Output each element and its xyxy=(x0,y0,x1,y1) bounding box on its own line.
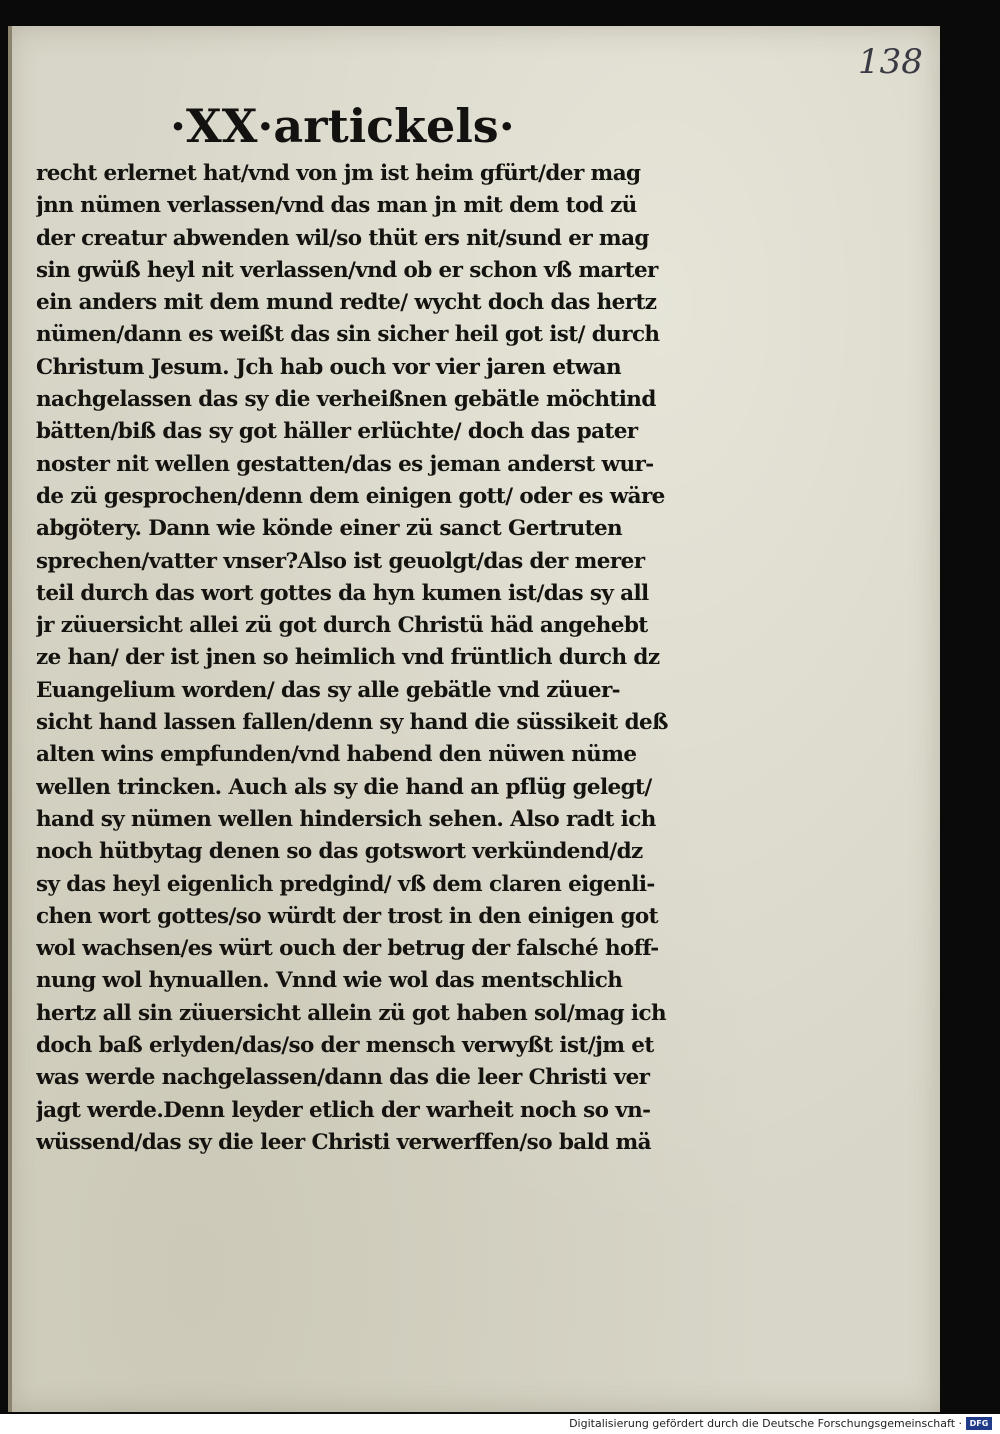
text-line: sin gwüß heyl nit verlassen/vnd ob er schon vß marter xyxy=(36,257,658,283)
text-line: abgötery. Dann wie könde einer zü sanct Gertruten xyxy=(36,516,623,542)
text-line: noster nit wellen gestatten/das es jeman anderst wur- xyxy=(36,451,654,477)
text-line: wol wachsen/es würt ouch der betrug der falsché hoff- xyxy=(36,936,659,962)
text-line: jagt werde.Denn leyder etlich der warheit noch so vn- xyxy=(36,1097,651,1123)
text-line: nung wol hynuallen. Vnnd wie wol das mentschlich xyxy=(36,968,623,994)
page-body-text xyxy=(36,158,696,1155)
text-line: jnn nümen verlassen/vnd das man jn mit dem tod zü xyxy=(36,193,637,219)
text-line: alten wins empfunden/vnd habend den nüwen nüme xyxy=(36,742,637,768)
text-line: chen wort gottes/so würdt der trost in den einigen got xyxy=(36,903,658,929)
text-line: nachgelassen das sy die verheißnen gebätle möchtind xyxy=(36,387,656,413)
text-line: bätten/biß das sy got häller erlüchte/ doch das pater xyxy=(36,419,638,445)
text-line: der creatur abwenden wil/so thüt ers nit/sund er mag xyxy=(36,225,649,251)
text-line: was werde nachgelassen/dann das die leer Christi ver xyxy=(36,1065,650,1091)
footer-bar xyxy=(0,1414,1000,1434)
text-line: sy das heyl eigenlich predgind/ vß dem claren eigenli- xyxy=(36,871,655,897)
text-line: jr züuersicht allei zü got durch Christü häd angehebt xyxy=(36,613,648,639)
text-line: nümen/dann es weißt das sin sicher heil got ist/ durch xyxy=(36,322,660,348)
running-heading: ·XX·artickels· xyxy=(170,99,515,153)
text-line: de zü gesprochen/denn dem einigen gott/ oder es wäre xyxy=(36,483,665,509)
text-line: Euangelium worden/ das sy alle gebätle vnd züuer- xyxy=(36,677,621,703)
text-line: wüssend/das sy die leer Christi verwerffen/so bald mä xyxy=(36,1129,651,1155)
text-line: hertz all sin züuersicht allein zü got haben sol/mag ich xyxy=(36,1000,666,1026)
text-line: teil durch das wort gottes da hyn kumen ist/das sy all xyxy=(36,580,649,606)
dfg-logo: DFG xyxy=(966,1417,992,1430)
text-line: recht erlernet hat/vnd von jm ist heim gfürt/der mag xyxy=(36,161,641,186)
page-gutter-edge xyxy=(8,26,12,1412)
funding-notice: Digitalisierung gefördert durch die Deutsche Forschungsgemeinschaft · xyxy=(569,1417,962,1430)
text-line: ein anders mit dem mund redte/ wycht doch das hertz xyxy=(36,290,657,316)
text-line: hand sy nümen wellen hindersich sehen. Also radt ich xyxy=(36,806,656,832)
text-line: doch baß erlyden/das/so der mensch verwyßt ist/jm et xyxy=(36,1033,654,1059)
text-line: Christum Jesum. Jch hab ouch vor vier jaren etwan xyxy=(36,354,621,380)
text-line: sicht hand lassen fallen/denn sy hand die süssikeit deß xyxy=(36,710,668,736)
text-line: ze han/ der ist jnen so heimlich vnd früntlich durch dz xyxy=(36,645,660,671)
folio-number: 138 xyxy=(858,42,923,82)
text-line: wellen trincken. Auch als sy die hand an pflüg gelegt/ xyxy=(36,774,652,800)
text-line: noch hütbytag denen so das gotswort verkündend/dz xyxy=(36,839,643,865)
text-line: sprechen/vatter vnser?Also ist geuolgt/das der merer xyxy=(36,548,645,574)
